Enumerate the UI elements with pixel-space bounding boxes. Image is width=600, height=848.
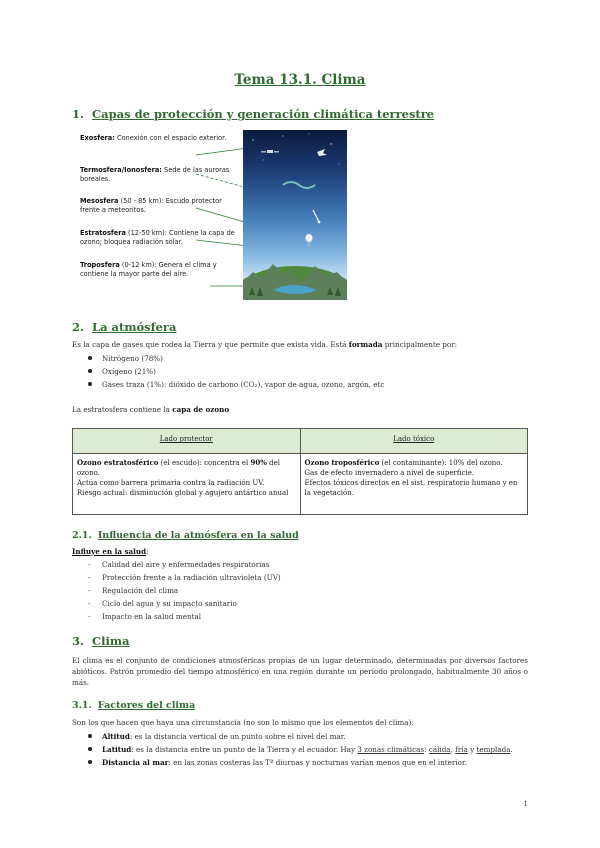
- section-title: Clima: [92, 634, 130, 648]
- atmosphere-intro: Es la capa de gases que rodea la Tierra y que permite que exista vida. Está formada principalmente por:: [72, 340, 458, 349]
- list-item: - Ciclo del agua y su impacto sanitario: [88, 597, 281, 610]
- section-number: 2.: [72, 320, 85, 334]
- list-item: - Impacto en la salud mental: [88, 610, 281, 623]
- arrow-estratosfera: [196, 240, 248, 246]
- health-influence-list: [88, 558, 281, 623]
- weather-balloon-icon: [306, 234, 313, 242]
- list-item: - Regulación del clima: [88, 584, 281, 597]
- arrow-exosfera: [196, 148, 248, 155]
- list-item: Nitrógeno (78%): [88, 352, 384, 365]
- climate-definition: El clima es el conjunto de condiciones atmosféricas propias de un lugar determinado, determinadas por diversos factores abióticos. Patrón promedio del tiempo atmosférico en una región durante un periodo prolongado, habitualmente 30 años o más.: [72, 656, 528, 687]
- list-item: - Calidad del aire y enfermedades respiratorias: [88, 558, 281, 571]
- arrow-mesosfera: [196, 208, 248, 223]
- table-cell-protector: Ozono estratosférico (el escudo): concentra el 90% del ozono. Actúa como barrera primaria contra la radiación UV. Riesgo actual: disminución global y agujero antártico anual: [73, 454, 301, 515]
- list-item: Oxígeno (21%): [88, 365, 384, 378]
- table-cell-toxic: Ozono troposférico (el contaminante): 10% del ozono. Gas de efecto invernadero a nivel de superficie. Efectos tóxicos directos en el sist. respiratorio humano y en la vegetación.: [300, 454, 528, 515]
- section-title: La atmósfera: [92, 320, 177, 334]
- layer-exosfera: Exosfera: Conexión con el espacio exterior.: [80, 134, 227, 142]
- climate-factors-lead: Son los que hacen que haya una circunstancia (no son lo mismo que los elementos del clima):: [72, 718, 414, 727]
- page-title: Tema 13.1. Clima: [234, 72, 366, 88]
- section-title: Factores del clima: [97, 700, 196, 711]
- climate-factors-list: [88, 730, 528, 769]
- list-item: Altitud: es la distancia vertical de un punto sobre el nivel del mar.: [88, 730, 528, 743]
- table-header-protector: Lado protector: [73, 429, 301, 454]
- section-number: 3.: [72, 634, 85, 648]
- list-item: Distancia al mar: en las zonas costeras las Tª diurnas y nocturnas varían menos que en el interior.: [88, 756, 528, 769]
- layer-troposfera: Troposfera (0-12 km): Genera el clima y contiene la mayor parte del aire.: [80, 261, 217, 278]
- section-title: Influencia de la atmósfera en la salud: [97, 530, 299, 541]
- list-item: - Protección frente a la radiación ultravioleta (UV): [88, 571, 281, 584]
- page-number: 1: [523, 800, 528, 808]
- list-item: Gases traza (1%): dióxido de carbono (CO₂), vapor de agua, ozono, argón, etc: [88, 378, 384, 391]
- stratosphere-note: La estratosfera contiene la capa de ozono: [72, 405, 230, 414]
- atmosphere-composition-list: [88, 352, 384, 391]
- arrow-termosfera: [196, 174, 248, 188]
- section-3-heading: [72, 634, 130, 648]
- section-number: 1.: [72, 107, 85, 121]
- section-2-1-heading: [72, 530, 299, 541]
- section-3-1-heading: [72, 700, 195, 711]
- ozone-table: [72, 428, 528, 515]
- layer-mesosfera: Mesosfera (50 - 85 km): Escudo protector frente a meteoritos.: [80, 197, 222, 214]
- layer-estratosfera: Estratosfera (12-50 km): Contiene la capa de ozono; bloquea radiación solar.: [80, 229, 235, 246]
- section-number: 3.1.: [72, 700, 92, 711]
- section-2-heading: [72, 320, 176, 334]
- atmosphere-layers-illustration: [243, 130, 347, 300]
- health-lead: Influye en la salud:: [72, 547, 149, 556]
- section-title: Capas de protección y generación climática terrestre: [92, 107, 435, 121]
- section-1-heading: [72, 107, 434, 121]
- list-item: Latitud: es la distancia entre un punto de la Tierra y el ecuador. Hay 3 zonas climáticas: cálida, fría y templada.: [88, 743, 528, 756]
- layer-termosfera: Termosfera/Ionosfera: Sede de las auroras boreales.: [80, 166, 230, 183]
- section-number: 2.1.: [72, 530, 92, 541]
- table-header-toxic: Lado tóxico: [300, 429, 528, 454]
